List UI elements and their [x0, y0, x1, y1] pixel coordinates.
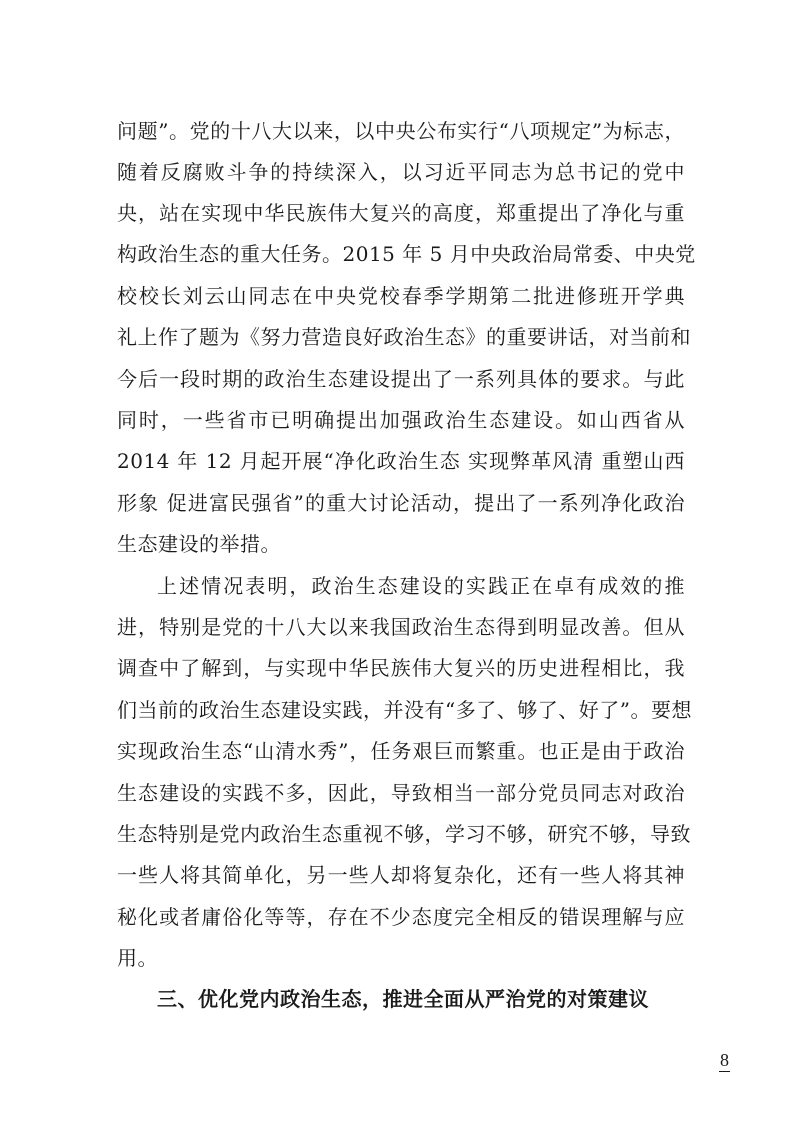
body-line: 校校长刘云山同志在中央党校春季学期第二批进修班开学典	[117, 284, 685, 308]
paragraph-first-line: 上述情况表明，政治生态建设的实践正在卓有成效的推	[157, 574, 685, 598]
page-number: 8	[720, 1050, 729, 1070]
body-line: 实现政治生态“山清水秀”，任务艰巨而繁重。也正是由于政治	[117, 739, 685, 763]
body-line: 随着反腐败斗争的持续深入，以习近平同志为总书记的党中	[117, 160, 685, 184]
body-line: 调查中了解到，与实现中华民族伟大复兴的历史进程相比，我	[117, 656, 685, 680]
body-line: 生态特别是党内政治生态重视不够，学习不够，研究不够，导致	[117, 822, 691, 846]
body-line: 进，特别是党的十八大以来我国政治生态得到明显改善。但从	[117, 615, 685, 639]
body-line: 一些人将其简单化，另一些人却将复杂化，还有一些人将其神	[117, 863, 685, 887]
body-line: 生态建设的举措。	[117, 532, 281, 556]
body-line: 问题”。党的十八大以来，以中央公布实行“八项规定”为标志，	[117, 119, 685, 143]
body-line: 礼上作了题为《努力营造良好政治生态》的重要讲话，对当前和	[117, 325, 691, 349]
body-line: 形象 促进富民强省”的重大讨论活动，提出了一系列净化政治	[117, 491, 685, 515]
body-line: 构政治生态的重大任务。2015 年 5 月中央政治局常委、中央党	[117, 242, 696, 266]
body-line: 生态建设的实践不多，因此，导致相当一部分党员同志对政治	[117, 781, 685, 805]
body-line: 秘化或者庸俗化等等，存在不少态度完全相反的错误理解与应	[117, 905, 685, 929]
body-line: 用。	[117, 946, 158, 970]
body-line: 今后一段时期的政治生态建设提出了一系列具体的要求。与此	[117, 367, 685, 391]
body-line: 2014 年 12 月起开展“净化政治生态 实现弊革风清 重塑山西	[117, 449, 685, 473]
body-line: 央，站在实现中华民族伟大复兴的高度，郑重提出了净化与重	[117, 201, 685, 225]
body-line: 们当前的政治生态建设实践，并没有“多了、够了、好了”。要想	[117, 698, 692, 722]
section-heading: 三、优化党内政治生态，推进全面从严治党的对策建议	[157, 987, 649, 1011]
body-line: 同时，一些省市已明确提出加强政治生态建设。如山西省从	[117, 408, 685, 432]
